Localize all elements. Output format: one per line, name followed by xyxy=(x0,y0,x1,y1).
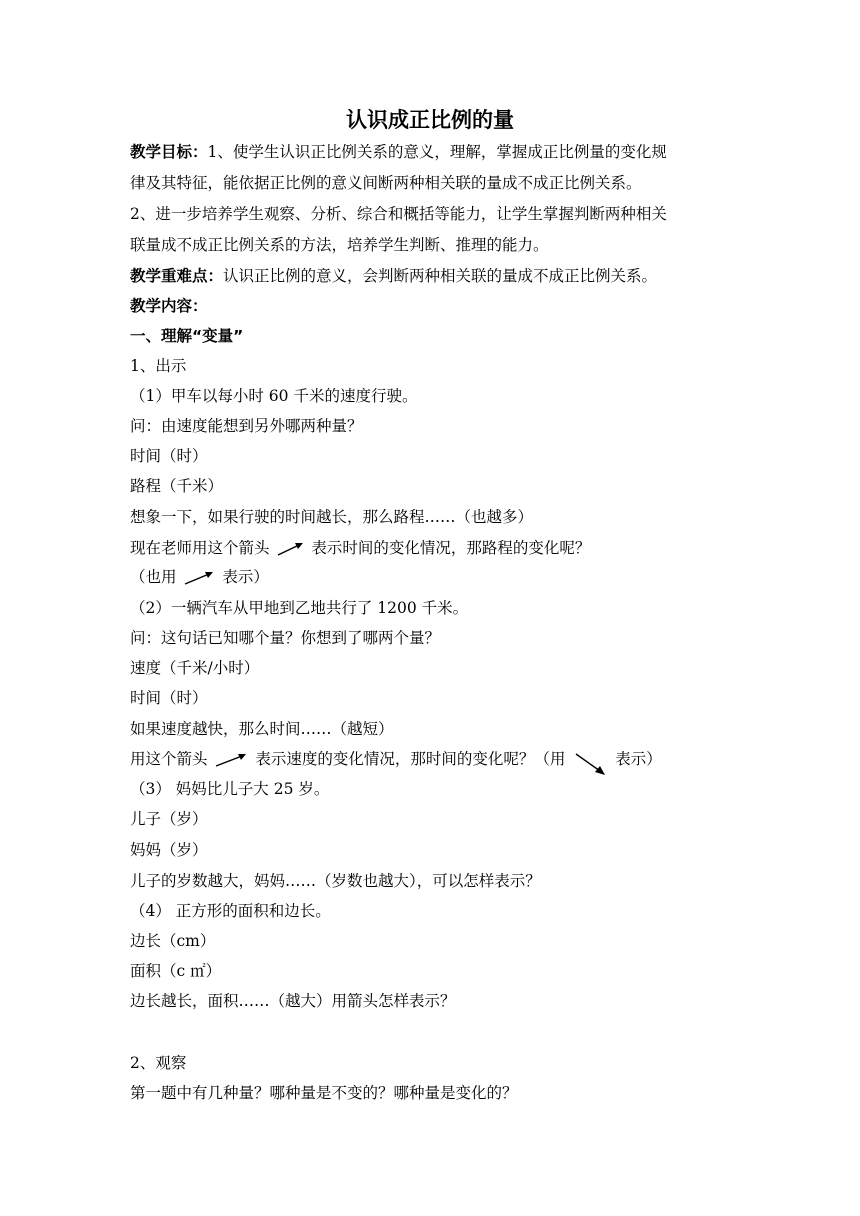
question-1-arrow-line xyxy=(130,537,590,559)
question-3: （3） 妈妈比儿子大 25 岁。 xyxy=(130,780,330,798)
question-4-var-1: 边长（cm） xyxy=(130,932,216,950)
q2-arrow-pre: 用这个箭头 xyxy=(130,750,208,768)
goal-line-2: 律及其特征，能依据正比例的意义间断两种相关联的量成不成正比例关系。 xyxy=(130,174,642,192)
goal-text-1: 1、使学生认识正比例关系的意义，理解，掌握成正比例量的变化规 xyxy=(207,143,667,161)
question-1-ask: 问：由速度能想到另外哪两种量？ xyxy=(130,417,363,435)
question-4: （4） 正方形的面积和边长。 xyxy=(130,902,331,920)
step-heading: 1、出示 xyxy=(130,357,187,375)
question-1-var-1: 时间（时） xyxy=(130,447,208,465)
q2-arrow-post: 表示） xyxy=(615,750,662,768)
question-1-also-line xyxy=(130,566,269,588)
question-4-var-2: 面积（c ㎡） xyxy=(130,962,222,980)
section-heading: 一、理解“变量” xyxy=(130,327,244,345)
question-1: （1）甲车以每小时 60 千米的速度行驶。 xyxy=(130,387,418,405)
step-2-heading: 2、观察 xyxy=(130,1054,187,1072)
arrow-down-right-icon xyxy=(570,748,610,778)
goal-label: 教学目标： xyxy=(130,143,208,161)
question-1-imagine: 想象一下，如果行驶的时间越长，那么路程……（也越多） xyxy=(130,508,534,526)
also-pre: （也用 xyxy=(130,568,177,586)
question-3-var-2: 妈妈（岁） xyxy=(130,841,208,859)
question-2-var-2: 时间（时） xyxy=(130,689,208,707)
also-post: 表示） xyxy=(222,568,269,586)
arrow-line-post: 表示时间的变化情况，那路程的变化呢？ xyxy=(311,539,591,557)
question-3-ask: 儿子的岁数越大，妈妈……（岁数也越大），可以怎样表示？ xyxy=(130,872,541,890)
arrow-up-right-icon xyxy=(274,539,306,559)
page-title: 认识成正比例的量 xyxy=(346,108,514,132)
question-1-var-2: 路程（千米） xyxy=(130,477,224,495)
arrow-up-right-icon xyxy=(181,568,217,588)
question-2: （2）一辆汽车从甲地到乙地共行了 1200 千米。 xyxy=(130,599,469,617)
content-label: 教学内容： xyxy=(130,297,208,315)
question-4-ask: 边长越长，面积……（越大）用箭头怎样表示？ xyxy=(130,992,456,1010)
arrow-line-pre: 现在老师用这个箭头 xyxy=(130,539,270,557)
question-3-var-1: 儿子（岁） xyxy=(130,810,208,828)
difficulty-line xyxy=(130,265,657,287)
observe-question: 第一题中有几种量？哪种量是不变的？哪种量是变化的？ xyxy=(130,1084,518,1102)
difficulty-text: 认识正比例的意义，会判断两种相关联的量成不成正比例关系。 xyxy=(223,267,658,285)
question-2-arrow-line xyxy=(130,748,662,770)
question-2-var-1: 速度（千米/小时） xyxy=(130,659,260,677)
q2-arrow-mid: 表示速度的变化情况，那时间的变化呢？（用 xyxy=(255,750,566,768)
arrow-up-right-icon xyxy=(212,750,250,770)
question-2-if: 如果速度越快，那么时间……（越短） xyxy=(130,720,394,738)
question-2-ask: 问：这句话已知哪个量？你想到了哪两个量？ xyxy=(130,629,441,647)
goal-line-3: 2、进一步培养学生观察、分析、综合和概括等能力，让学生掌握判断两种相关 xyxy=(130,205,667,223)
difficulty-label: 教学重难点： xyxy=(130,267,224,285)
goal-line-1 xyxy=(130,141,667,163)
goal-line-4: 联量成不成正比例关系的方法，培养学生判断、推理的能力。 xyxy=(130,236,549,254)
